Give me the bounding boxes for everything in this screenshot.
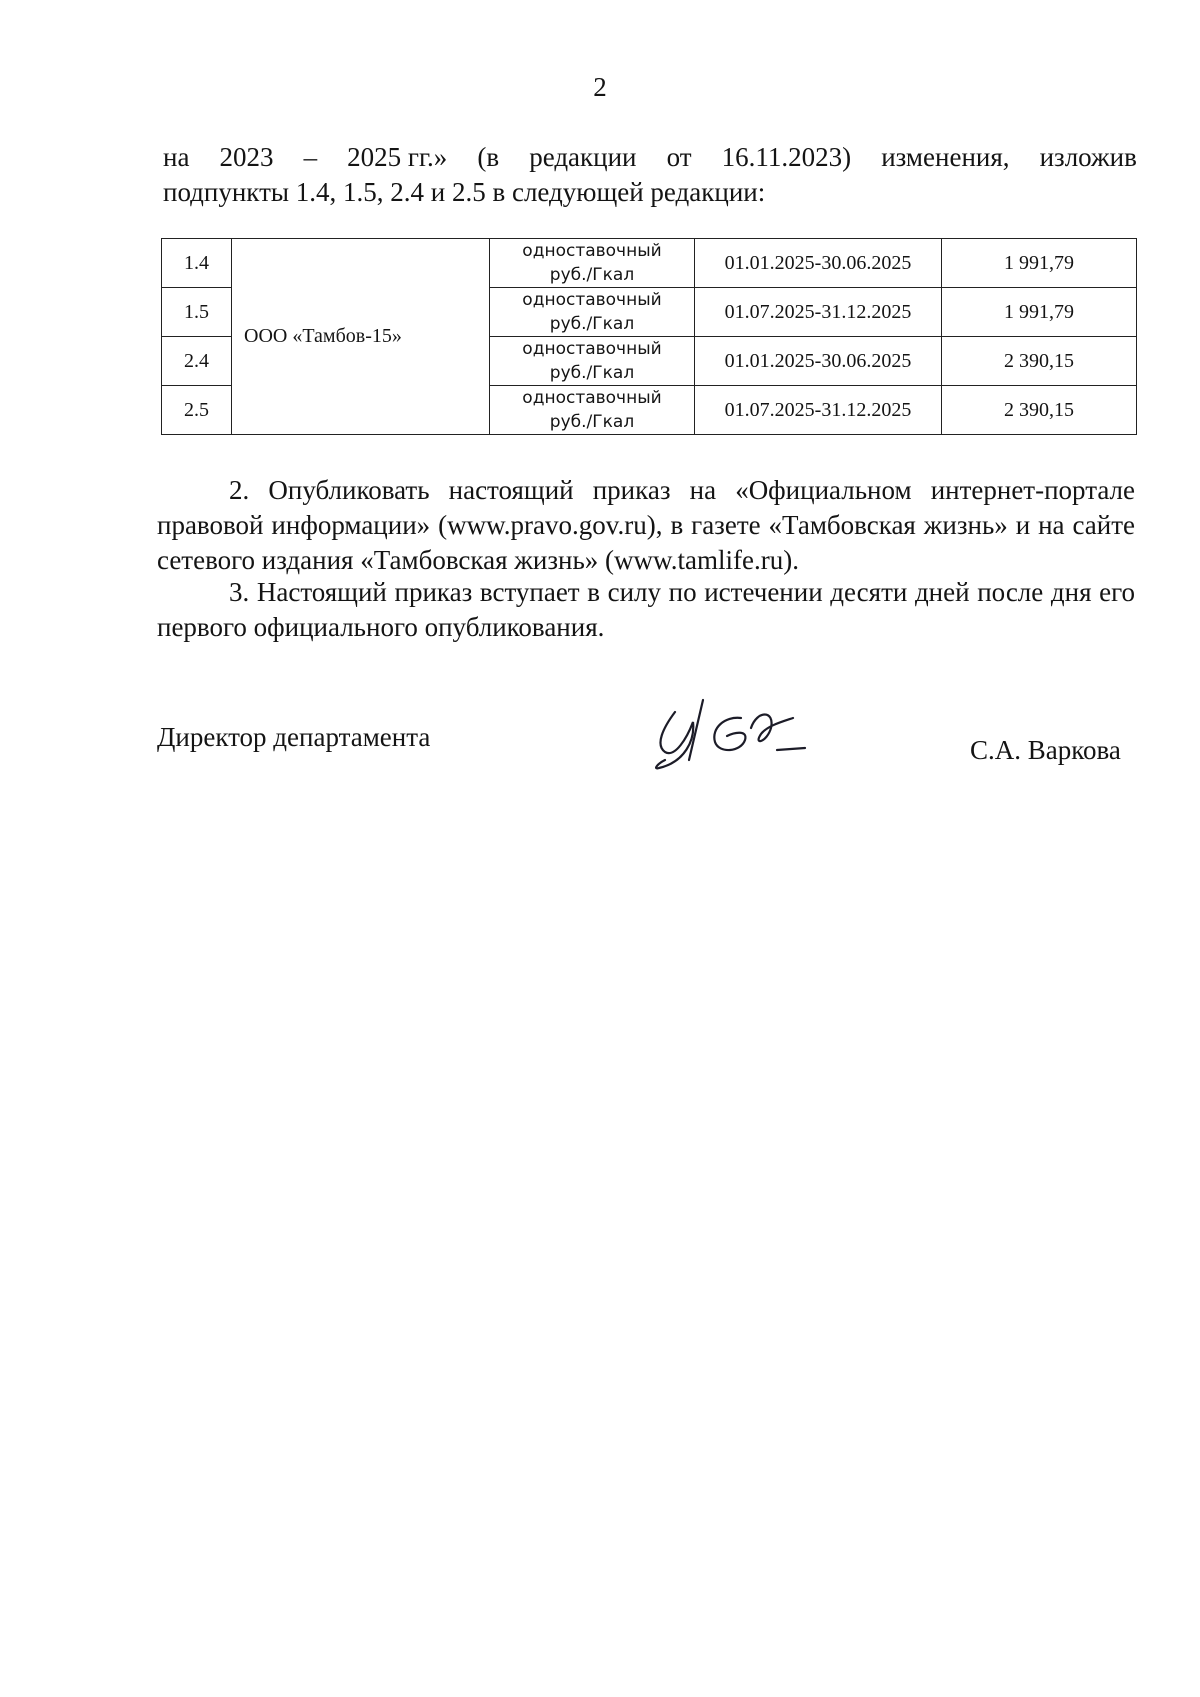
tariff-value: 1 991,79 (942, 239, 1137, 288)
intro-word: от (666, 142, 692, 172)
tariff-table (161, 238, 1137, 435)
rate-type (490, 337, 695, 386)
signer-name: С.А. Варкова (970, 735, 1121, 765)
intro-word: 16.11.2023) (721, 142, 852, 172)
rate-unit: руб./Гкал (549, 412, 635, 432)
page-number: 2 (593, 72, 607, 102)
rate-type (490, 239, 695, 288)
period: 01.01.2025-30.06.2025 (695, 239, 942, 288)
row-number: 1.4 (162, 239, 232, 288)
rate-unit: руб./Гкал (549, 314, 635, 334)
intro-word: 2025 гг.» (347, 142, 448, 172)
signature-icon (645, 680, 830, 775)
rate-type-label: одноставочный (522, 388, 662, 408)
table-row (162, 239, 1137, 288)
signer-title: Директор департамента (157, 722, 431, 752)
intro-word: – (303, 142, 318, 172)
rate-unit: руб./Гкал (549, 363, 635, 383)
intro-word: изменения, (881, 142, 1010, 172)
intro-text (163, 140, 1137, 210)
intro-word: на (163, 142, 190, 172)
tariff-value: 2 390,15 (942, 386, 1137, 435)
row-number: 1.5 (162, 288, 232, 337)
period: 01.07.2025-31.12.2025 (695, 288, 942, 337)
period: 01.07.2025-31.12.2025 (695, 386, 942, 435)
tariff-value: 2 390,15 (942, 337, 1137, 386)
tariff-value: 1 991,79 (942, 288, 1137, 337)
paragraph-publication: 2. Опубликовать настоящий приказ на «Официальном интернет-портале правовой информации» (www.pravo.gov.ru), в газете «Тамбовская жизнь» и на сайте сетевого издания «Тамбовская жизнь» (www.tamlife.ru). (157, 475, 1135, 575)
period: 01.01.2025-30.06.2025 (695, 337, 942, 386)
intro-line-2: подпункты 1.4, 1.5, 2.4 и 2.5 в следующей редакции: (163, 177, 766, 207)
intro-line-1 (163, 140, 1137, 175)
rate-unit: руб./Гкал (549, 265, 635, 285)
rate-type-label: одноставочный (522, 339, 662, 359)
intro-word: 2023 (219, 142, 274, 172)
rate-type-label: одноставочный (522, 241, 662, 261)
rate-type (490, 288, 695, 337)
rate-type-label: одноставочный (522, 290, 662, 310)
intro-word: (в (477, 142, 500, 172)
row-number: 2.5 (162, 386, 232, 435)
intro-word: изложив (1039, 142, 1137, 172)
paragraph-effective-date: 3. Настоящий приказ вступает в силу по истечении десяти дней после дня его первого официального опубликования. (157, 577, 1135, 642)
rate-type (490, 386, 695, 435)
row-number: 2.4 (162, 337, 232, 386)
intro-word: редакции (529, 142, 637, 172)
organization-name: ООО «Тамбов-15» (232, 239, 490, 435)
